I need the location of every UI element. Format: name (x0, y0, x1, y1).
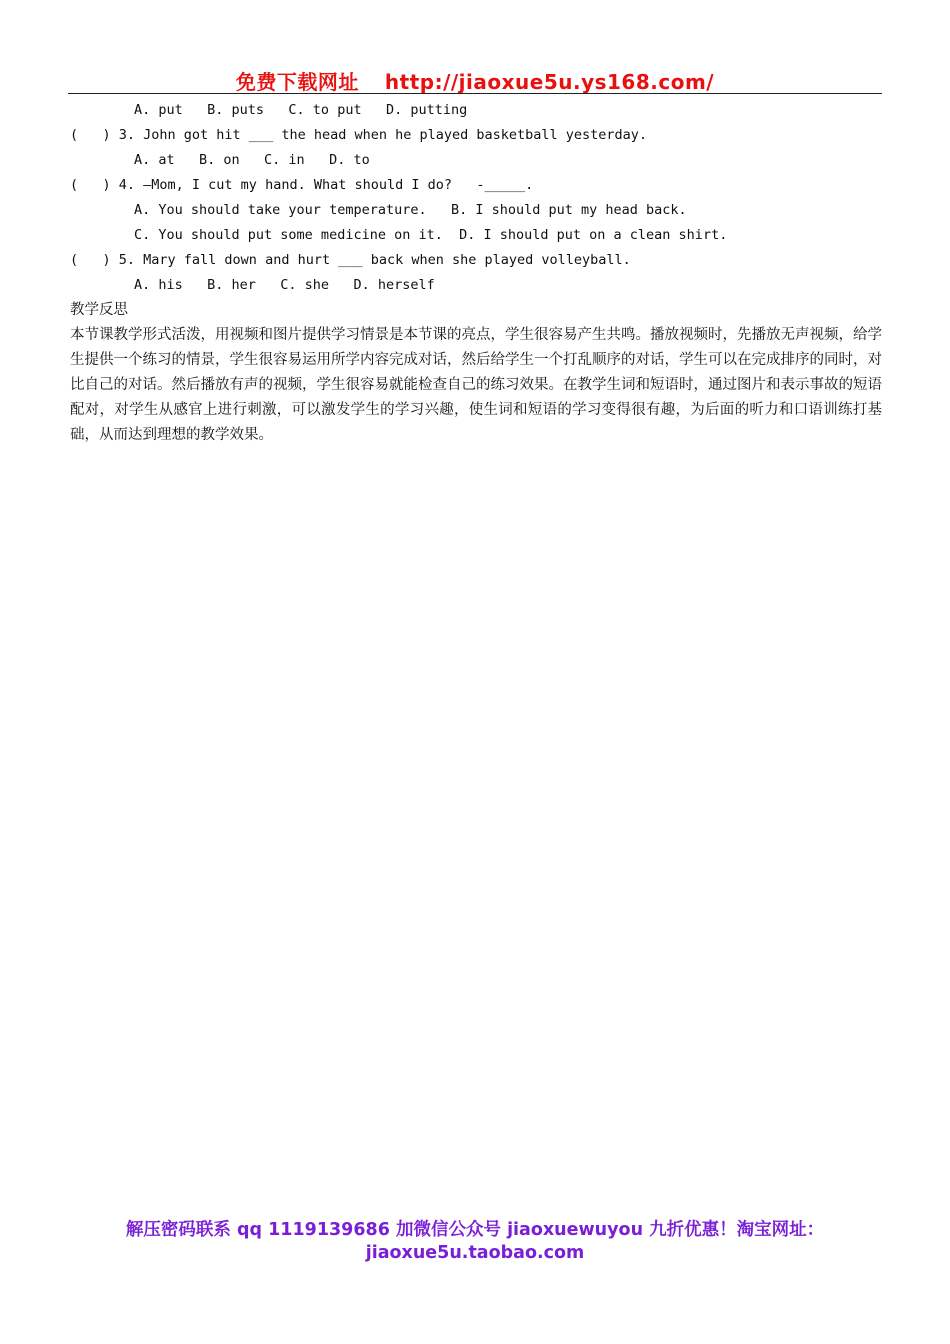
question-4: ( ) 4. –Mom, I cut my hand. What should I do? -_____. (70, 177, 534, 193)
download-url-link[interactable]: http://jiaoxue5u.ys168.com/ (384, 70, 715, 94)
download-site-header (0, 66, 950, 95)
document-body (70, 98, 884, 448)
question-4-options-ab: A. You should take your temperature. B. I should put my head back. (134, 202, 687, 218)
question-5-options: A. his B. her C. she D. herself (134, 277, 435, 293)
question-2-options: A. put B. puts C. to put D. putting (134, 102, 468, 118)
question-3: ( ) 3. John got hit ___ the head when he played basketball yesterday. (70, 127, 648, 143)
reflection-paragraph: 本节课教学形式活泼，用视频和图片提供学习情景是本节课的亮点，学生很容易产生共鸣。播放视频时，先播放无声视频，给学生提供一个练习的情景，学生很容易运用所学内容完成对话，然后给学生一个打乱顺序的对话，学生可以在完成排序的同时，对比自己的对话。然后播放有声的视频，学生很容易就能检查自己的练习效果。在教学生词和短语时，通过图片和表示事故的短语配对，对学生从感官上进行刺激，可以激发学生的学习兴趣，使生词和短语的学习变得很有趣，为后面的听力和口语训练打基础，从而达到理想的教学效果。 (70, 327, 882, 443)
contact-footer: 解压密码联系 qq 1119139686 加微信公众号 jiaoxuewuyou 九折优惠！淘宝网址：jiaoxue5u.taobao.com (125, 1220, 825, 1263)
download-label: 免费下载网址 (235, 70, 359, 94)
header-divider (68, 93, 882, 94)
question-4-options-cd: C. You should put some medicine on it. D. I should put on a clean shirt. (134, 227, 728, 243)
reflection-heading: 教学反思 (70, 302, 128, 318)
question-5: ( ) 5. Mary fall down and hurt ___ back when she played volleyball. (70, 252, 631, 268)
question-3-options: A. at B. on C. in D. to (134, 152, 370, 168)
